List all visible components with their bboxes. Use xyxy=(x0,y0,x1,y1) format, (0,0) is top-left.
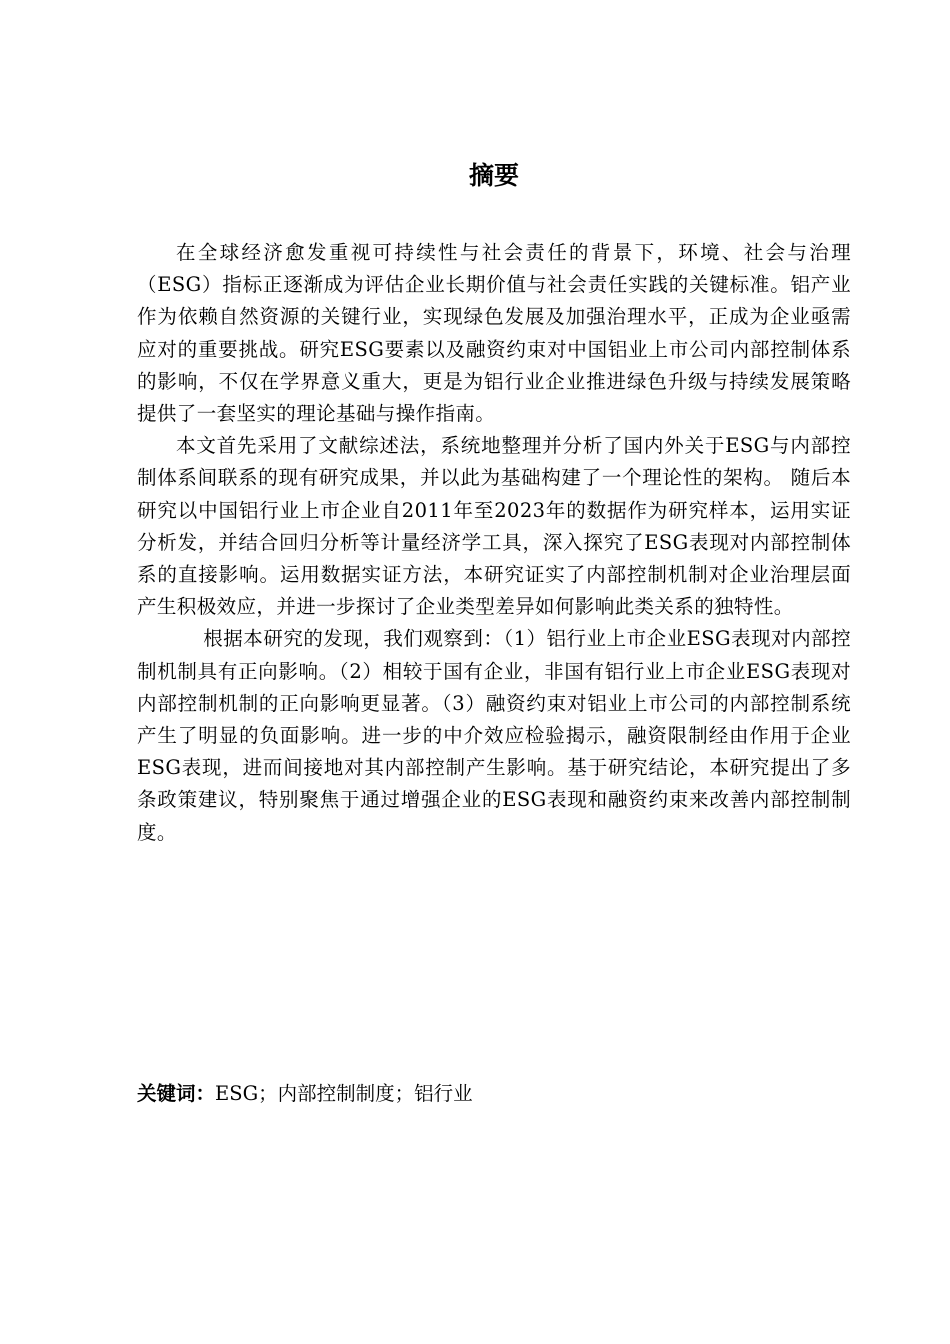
abstract-paragraph-2: 本文首先采用了文献综述法，系统地整理并分析了国内外关于ESG与内部控制体系间联系的现有研究成果，并以此为基础构建了一个理论性的架构。 随后本研究以中国铝行业上市企业自2011年至2023年的数据作为研究样本，运用实证分析发，并结合回归分析等计量经济学工具，深入探究了ESG表现对内部控制体系的直接影响。运用数据实证方法，本研究证实了内部控制机制对企业治理层面产生积极效应，并进一步探讨了企业类型差异如何影响此类关系的独特性。 xyxy=(137,434,851,619)
abstract-paragraph-1: 在全球经济愈发重视可持续性与社会责任的背景下，环境、社会与治理（ESG）指标正逐渐成为评估企业长期价值与社会责任实践的关键标准。铝产业作为依赖自然资源的关键行业，实现绿色发展及加强治理水平，正成为企业亟需应对的重要挑战。研究ESG要素以及融资约束对中国铝业上市公司内部控制体系的影响，不仅在学界意义重大，更是为铝行业企业推进绿色升级与持续发展策略提供了一套坚实的理论基础与操作指南。 xyxy=(137,241,851,426)
abstract-body xyxy=(137,237,851,849)
keywords-line xyxy=(137,1078,473,1110)
abstract-paragraph-3: 根据本研究的发现，我们观察到：（1）铝行业上市企业ESG表现对内部控制机制具有正向影响。（2）相较于国有企业，非国有铝行业上市企业ESG表现对内部控制机制的正向影响更显著。（3）融资约束对铝业上市公司的内部控制系统产生了明显的负面影响。进一步的中介效应检验揭示，融资限制经由作用于企业ESG表现，进而间接地对其内部控制产生影响。基于研究结论，本研究提出了多条政策建议，特别聚焦于通过增强企业的ESG表现和融资约束来改善内部控制制度。 xyxy=(137,627,851,844)
abstract-title: 摘要 xyxy=(468,161,519,190)
keywords-label: 关键词： xyxy=(137,1082,216,1105)
keywords-value: ESG；内部控制制度；铝行业 xyxy=(215,1082,473,1105)
